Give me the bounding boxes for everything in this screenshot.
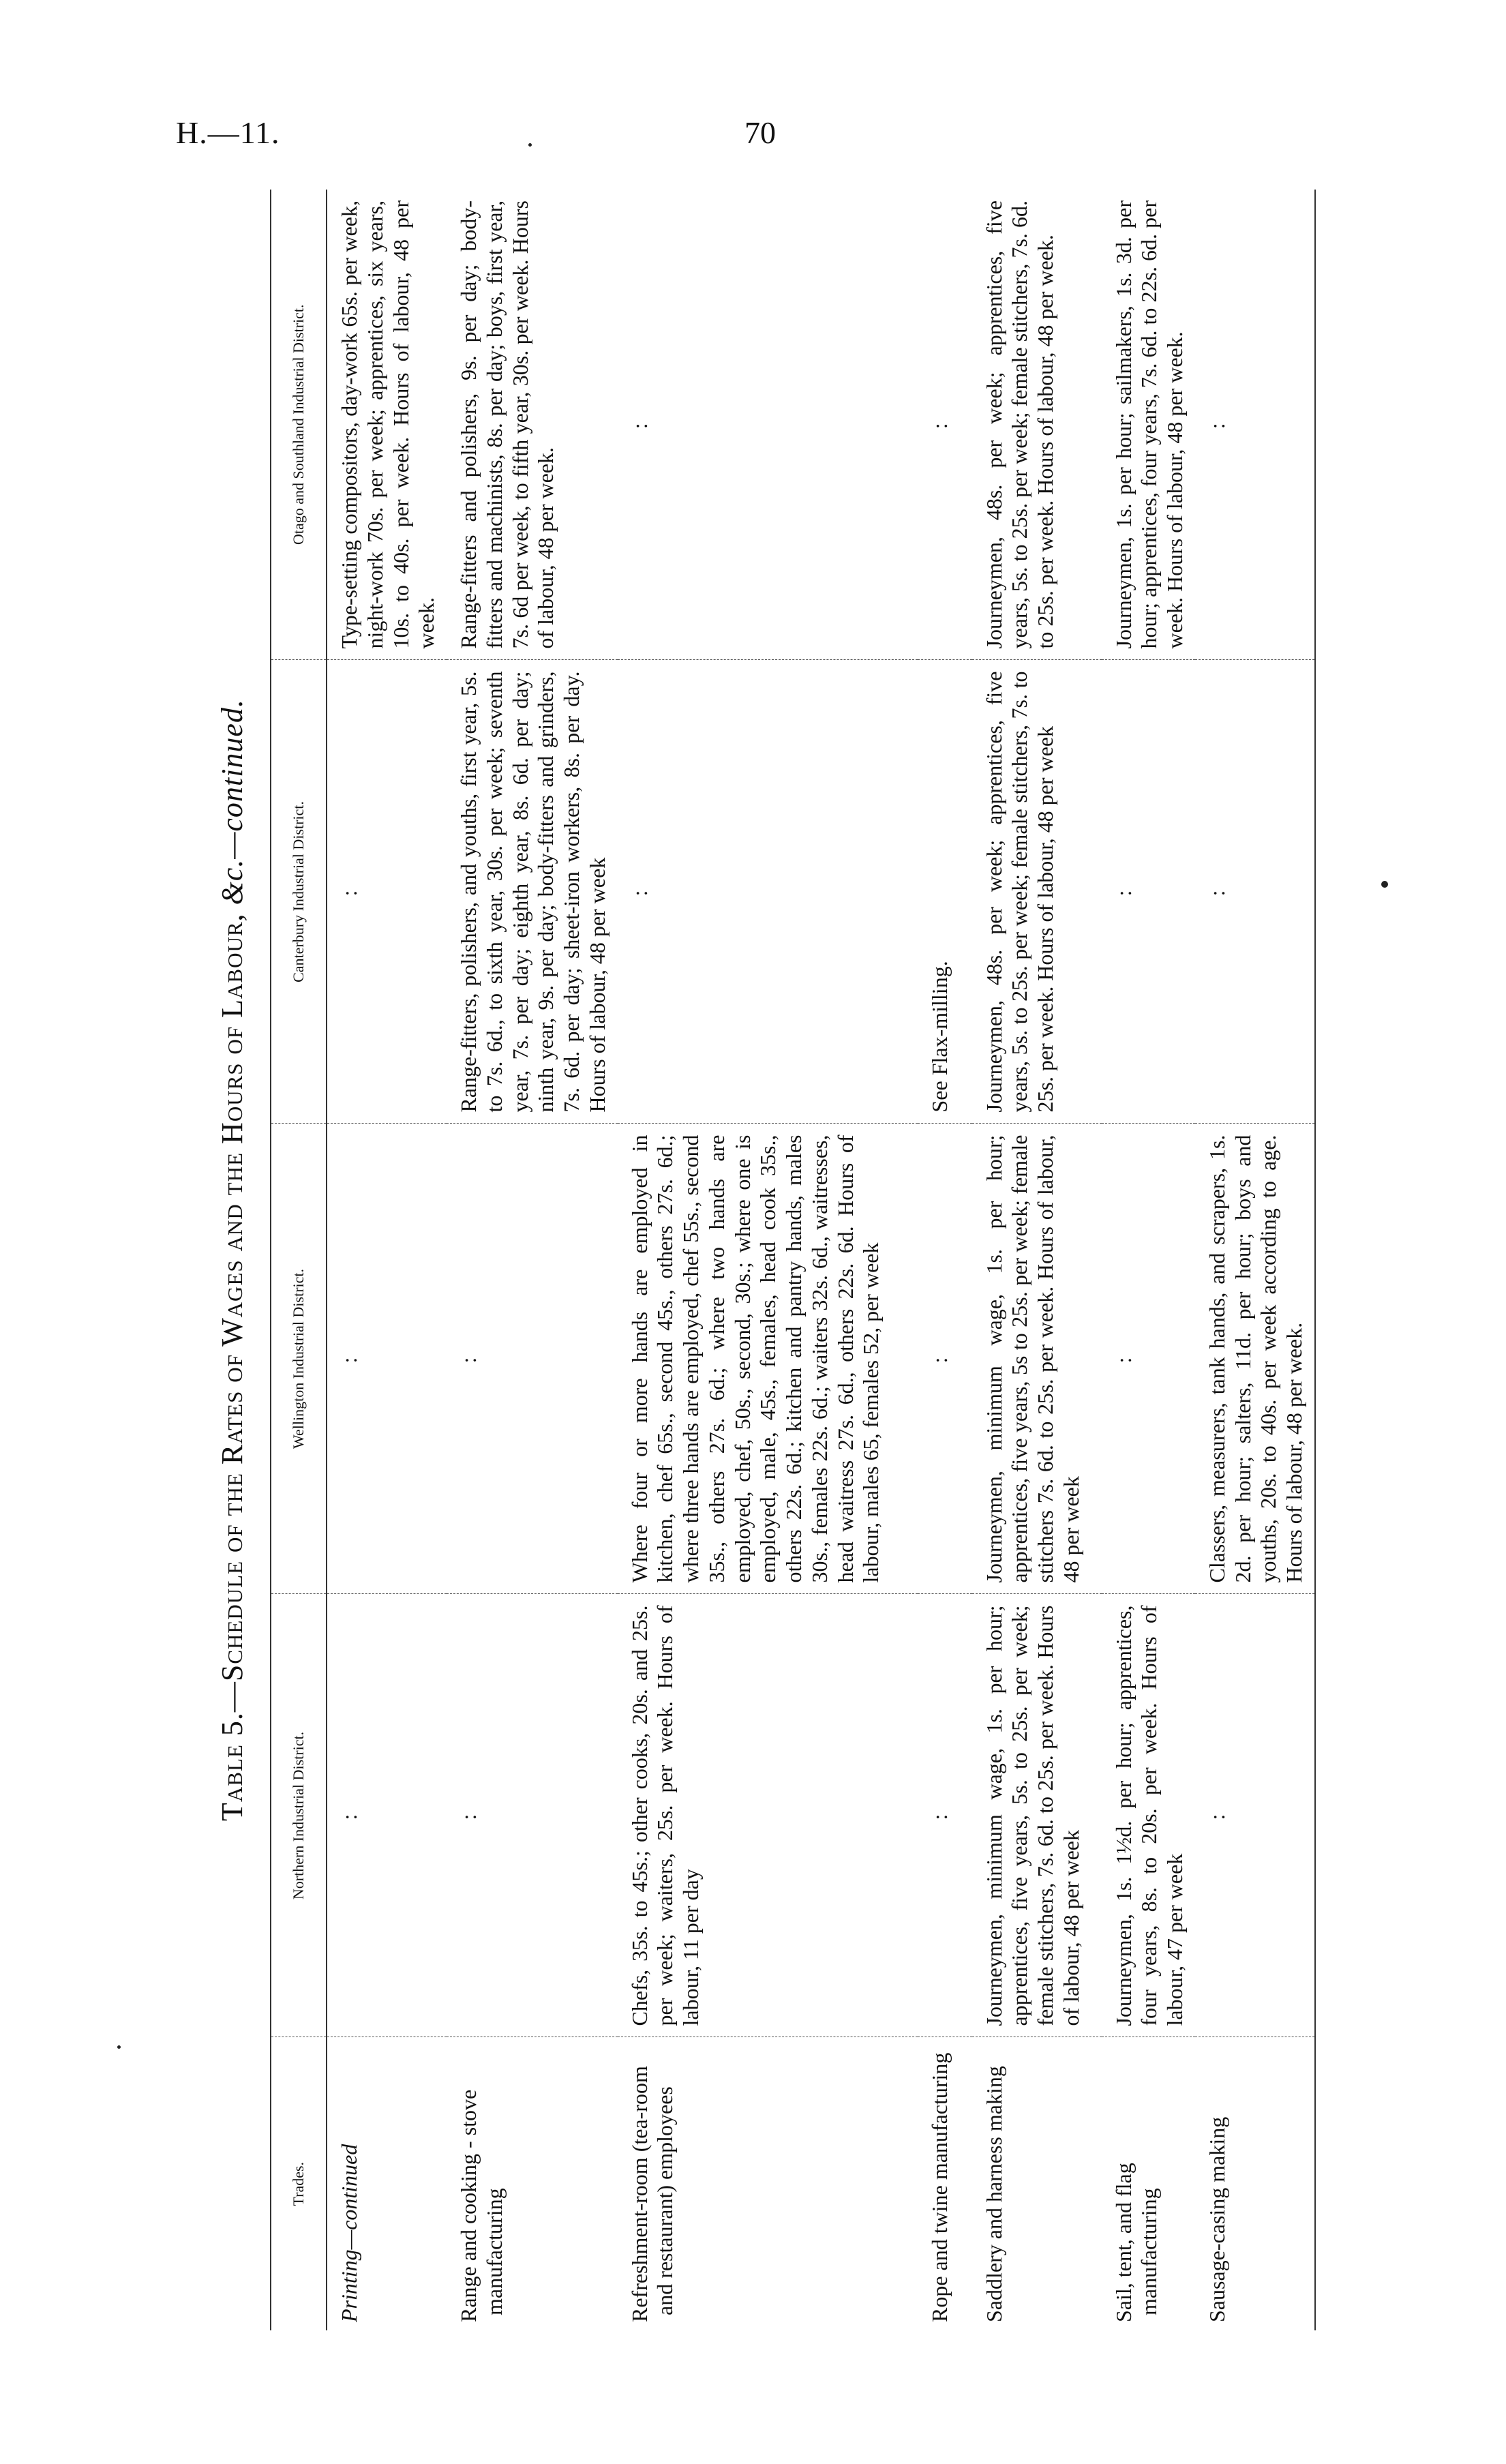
- canterbury-cell: :: [618, 660, 918, 1124]
- otago-cell: Journeymen, 48s. per week; apprentices, five years, 5s. to 25s. per week; female stitchers, 7s. 6d. to 25s. per week. Hours of labour, 48 per week.: [972, 190, 1102, 660]
- northern-cell: Chefs, 35s. to 45s.; other cooks, 20s. and 25s. per week; waiters, 25s. per week. Hours of labour, 11 per day: [618, 1594, 918, 2037]
- trade-cell: Rope and twine manufacturing: [927, 2052, 952, 2322]
- table-row: [918, 190, 972, 2330]
- table-row: [327, 190, 447, 2330]
- canterbury-cell: Journeymen, 48s. per week; apprentices, five years, 5s. to 25s. per week; female stitchers, 7s. to 25s. per week. Hours of labour, 48 per week: [972, 660, 1102, 1124]
- column-header-northern: Northern Industrial District.: [271, 1594, 327, 2037]
- table-row: [1195, 190, 1315, 2330]
- scan-speck: [528, 143, 532, 147]
- trade-cell: Printing—continued: [337, 2144, 361, 2322]
- wellington-cell: Classers, measurers, tank hands, and scrapers, 1s. 2d. per hour; salters, 11d. per hour; boys and youths, 20s. to 40s. per week according to age. Hours of labour, 48 per week.: [1195, 1124, 1315, 1594]
- canterbury-cell: :: [1102, 660, 1195, 1124]
- wages-schedule-table: [270, 190, 1316, 2330]
- northern-cell: Journeymen, 1s. 1½d. per hour; apprentices, four years, 8s. to 20s. per week. Hours of labour, 47 per week: [1102, 1594, 1195, 2037]
- northern-cell: :: [327, 1594, 447, 2037]
- table-caption: [195, 190, 270, 2330]
- table-row: [1102, 190, 1195, 2330]
- otago-cell: Type-setting compositors, day-work 65s. per week, night-work 70s. per week; apprentices, six years, 10s. to 40s. per week. Hours of labour, 48 per week.: [327, 190, 447, 660]
- canterbury-cell: :: [327, 660, 447, 1124]
- page-number: 70: [744, 115, 776, 150]
- wellington-cell: Where four or more hands are employed in kitchen, chef 65s., second 45s., others 27s. 6d.; where three hands are employed, chef 55s., second 35s., others 27s. 6d.; where two hands are employed, chef, 50s., second, 30s.; where one is employed, male, 45s., females, head cook 35s., others 22s. 6d.; kitchen and pantry hands, males 30s., females 22s. 6d.; waiters 32s. 6d., waitresses, head waitress 27s. 6d., others 22s. 6d. Hours of labour, males 65, females 52, per week: [618, 1124, 918, 1594]
- scan-speck: [117, 2045, 121, 2049]
- wellington-cell: :: [918, 1124, 972, 1594]
- table-row: [447, 190, 618, 2330]
- otago-cell: :: [1195, 190, 1315, 660]
- page-reference: H.—11.: [176, 115, 280, 150]
- rotated-table-block: [195, 190, 1306, 2330]
- table-header-row: [271, 190, 327, 2330]
- column-header-otago: Otago and Southland Industrial District.: [271, 190, 327, 660]
- scan-speck: [1381, 881, 1388, 888]
- table-row: [618, 190, 918, 2330]
- trade-cell: Sail, tent, and flag manufacturing: [1111, 2163, 1162, 2322]
- otago-cell: :: [918, 190, 972, 660]
- northern-cell: :: [1195, 1594, 1315, 2037]
- caption-main: Schedule of the Rates of Wages and the Hours of Labour,: [215, 913, 249, 1682]
- wellington-cell: :: [327, 1124, 447, 1594]
- caption-suffix: &c.—continued.: [215, 699, 249, 905]
- canterbury-cell: :: [1195, 660, 1315, 1124]
- wellington-cell: :: [1102, 1124, 1195, 1594]
- otago-cell: :: [618, 190, 918, 660]
- trade-cell: Refreshment-room (tea-room and restaurant) employees: [627, 2066, 678, 2322]
- trade-cell: Range and cooking - stove manufacturing: [456, 2089, 507, 2322]
- otago-cell: Range-fitters and polishers, 9s. per day; body-fitters and machinists, 8s. per day; boys, first year, 7s. 6d per week, to fifth year, 30s. per week. Hours of labour, 48 per week.: [447, 190, 618, 660]
- trade-cell: Sausage-casing making: [1195, 2037, 1315, 2330]
- northern-cell: :: [918, 1594, 972, 2037]
- wellington-cell: Journeymen, minimum wage, 1s. per hour; apprentices, five years, 5s to 25s. per week; female stitchers 7s. 6d. to 25s. per week. Hours of labour, 48 per week: [972, 1124, 1102, 1594]
- column-header-trades: Trades.: [271, 2037, 327, 2330]
- northern-cell: :: [447, 1594, 618, 2037]
- canterbury-cell: Range-fitters, polishers, and youths, first year, 5s. to 7s. 6d., to sixth year, 30s. per week; seventh year, 7s. per day; eighth year, 8s. 6d. per day; ninth year, 9s. per day; body-fitters and grinders, 7s. 6d. per day; sheet-iron workers, 8s. per day. Hours of labour, 48 per week: [447, 660, 618, 1124]
- column-header-canterbury: Canterbury Industrial District.: [271, 660, 327, 1124]
- table-row: [972, 190, 1102, 2330]
- column-header-wellington: Wellington Industrial District.: [271, 1124, 327, 1594]
- otago-cell: Journeymen, 1s. per hour; sailmakers, 1s. 3d. per hour; apprentices, four years, 7s. 6d. to 22s. 6d. per week. Hours of labour, 48 per week.: [1102, 190, 1195, 660]
- canterbury-cell: See Flax-milling.: [918, 660, 972, 1124]
- caption-prefix: Table 5.—: [215, 1681, 249, 1821]
- trade-cell: Saddlery and harness making: [981, 2066, 1006, 2322]
- wellington-cell: :: [447, 1124, 618, 1594]
- northern-cell: Journeymen, minimum wage, 1s. per hour; apprentices, five years, 5s. to 25s. per week; female stitchers, 7s. 6d. to 25s. per week. Hours of labour, 48 per week: [972, 1594, 1102, 2037]
